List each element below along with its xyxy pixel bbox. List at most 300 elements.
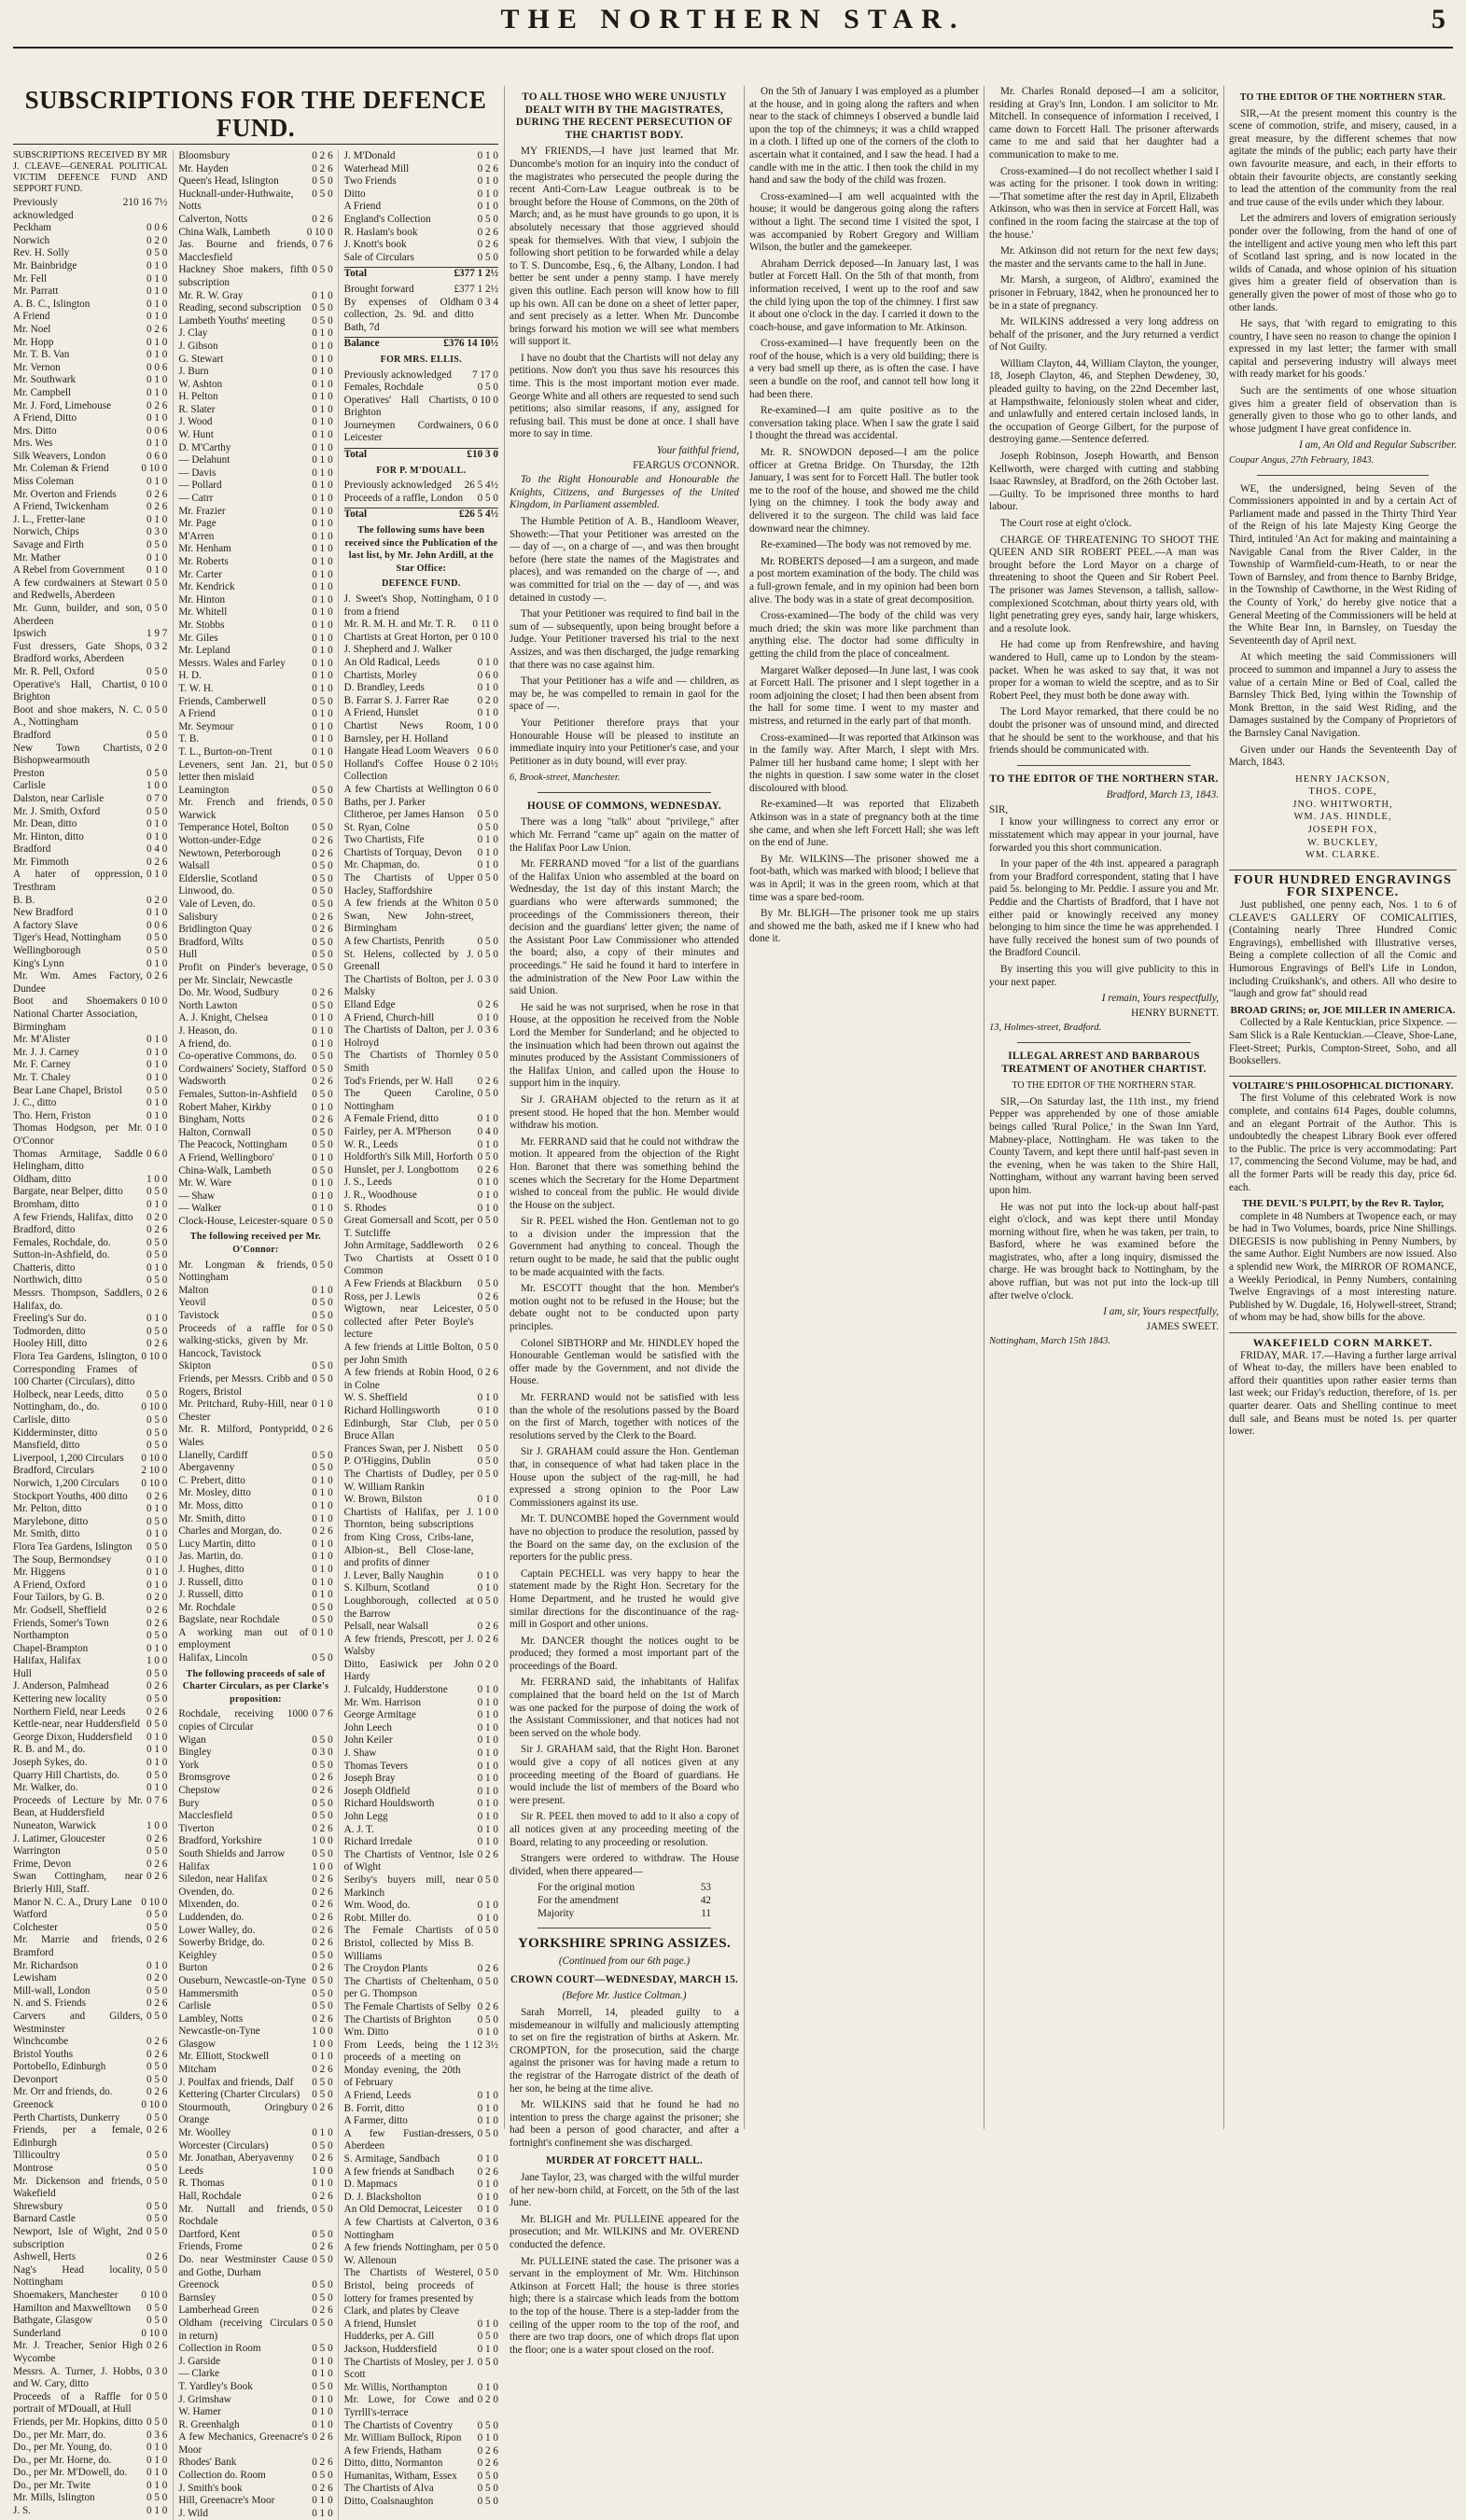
list-item [13,1719,167,1732]
subscriber-name: Tiger's Head, Nottingham [13,932,121,944]
subscriber-name: Shoemakers, Manchester [13,2289,119,2301]
list-item [178,467,332,480]
subscription-amount: 0 10 0 [141,1477,168,1489]
subscription-amount: 0 1 0 [312,466,333,479]
subscriber-name: Bradford [13,729,51,741]
list-item [344,1595,498,1621]
subscriber-name: Flora Tea Gardens, Islington [13,1540,133,1552]
subscription-amount: 1 0 0 [477,719,498,731]
subscriber-name: Bridlington Quay [178,924,252,936]
subscription-amount: 0 5 0 [146,1667,168,1679]
list-heading: The following received per Mr. O'Connor: [189,1232,322,1256]
subscriber-name: — Walker [178,1203,222,1215]
subscription-amount: 0 5 0 [312,1601,333,1613]
list-item [13,1859,167,1872]
subscriber-name: Newcastle-on-Tyne [178,2026,260,2038]
list-item [13,2366,167,2391]
subscriber-name: Salisbury [178,911,218,923]
subscriber-name: Total [343,508,368,521]
sub-heading: TO THE EDITOR OF THE NORTHERN STAR. [1012,1080,1196,1092]
subscription-amount: 0 2 6 [477,2000,498,2012]
subscriber-name: Mr. Mosley, ditto [178,1487,251,1499]
subscriber-name: Ditto, ditto, Normanton [343,2457,443,2470]
subscription-amount: 1 0 0 [146,780,168,792]
subscription-amount: 0 10 0 [141,2327,168,2339]
list-item [344,1469,498,1494]
subscriber-name: Bromsgrove [178,1772,230,1784]
ad-title: FOUR HUNDRED ENGRAVINGS FOR SIXPENCE. [1234,872,1452,900]
subscription-amount: 0 5 0 [477,1455,498,1468]
subscription-amount: 0 5 0 [312,1847,333,1859]
subscriber-name: Stockport Youths, 400 ditto [13,1490,128,1502]
list-item [178,1500,332,1513]
list-item [13,235,167,248]
subscriber-name: Todmorden, ditto [13,1325,86,1337]
subscriber-name: Mr. J. Treacher, Senior High Wycombe [13,2340,143,2364]
list-item [344,720,498,745]
list-item [178,633,332,646]
list-item [178,239,332,264]
paragraph: That your Petitioner was required to find bail in the sum of — subsequently, upon being brought before a Judge. Your Petitioner traversed his trial to the next Assizes, and was then discharged, the judge remarking that there was no case against him. [510,608,739,671]
subscription-amount: 0 1 0 [312,682,333,694]
list-item [13,425,167,439]
subscriber-name: Sutton-in-Ashfield, do. [13,1249,110,1261]
assizes-column [749,86,979,2131]
subscription-amount: 0 1 0 [312,353,333,365]
list-item [13,1465,167,1478]
subscription-amount: 0 1 0 [312,745,333,758]
subscription-amount: 210 16 7½ [122,197,168,208]
list-item [178,1373,332,1399]
subscriber-name: Joseph Oldfield [343,1785,411,1797]
subscription-amount: 0 5 0 [312,1297,333,1309]
subscription-amount: 0 2 6 [312,1924,333,1936]
subscription-amount: 0 5 0 [146,1388,168,1400]
subscription-amount: 0 1 0 [477,593,498,605]
list-item [13,2340,167,2365]
closing: I remain, Yours respectfully, [1101,993,1219,1005]
subscriber-name: Tho. Hern, Friston [13,1109,91,1121]
illegal-arrest-title: ILLEGAL ARREST AND BARBAROUS TREATMENT OF ANOTHER CHARTIST. [1001,1050,1207,1075]
list-item [178,175,332,188]
subscription-amount: 0 5 0 [312,1164,333,1176]
subscription-amount: 0 1 0 [312,1576,333,1588]
subscriber-name: Halton, Cornwall [178,1126,252,1138]
subscriber-name: Friends, Camberwell [178,695,267,707]
subscription-amount: 26 5 4½ [464,480,498,492]
subscription-amount: 0 5 0 [146,1984,168,1997]
list-item [13,920,167,933]
subscriber-name: — Pollard [178,480,222,492]
subscription-amount: 0 5 0 [312,784,333,796]
list-item [178,506,332,519]
subscription-amount: 0 2 6 [146,856,168,868]
subscription-amount: 0 1 0 [312,1589,333,1601]
subscription-amount: 0 5 0 [477,2331,498,2343]
subscription-amount: 0 2 6 [312,2191,333,2202]
subscriber-name: Skipton [178,1360,212,1372]
subscription-amount: 0 2 6 [312,1525,333,1538]
list-item [344,1734,498,1747]
subscriber-name: T. B. [178,733,200,745]
ad-text: FRIDAY, MAR. 17.—Having a further large arrival of Wheat to-day, the millers have been enabled to afford their quantities upon rather easier terms than last week; our Friday's reduction, therefore, of 1s. per quarter dearer. Oats and Shelling continue to meet dull sale, and Beans must be noted 1s. per quarter lower. [1229,1349,1457,1438]
subscriber-name: Lambley, Notts [178,2012,244,2025]
list-item [178,696,332,709]
list-item [178,987,332,1000]
subscriber-name: Tillicoultry [13,2150,61,2162]
subscription-amount: 0 5 0 [146,1414,168,1426]
list-item [178,885,332,898]
subscription-amount: 0 2 6 [146,2124,168,2137]
subscriber-name: Mr. Smith, ditto [13,1528,80,1540]
subscription-amount: 0 7 6 [312,1708,333,1720]
subscriber-name: Frime, Devon [13,1858,72,1870]
list-item [13,856,167,870]
subscriber-name: Friends, Somer's Town [13,1617,109,1629]
list-item [178,2089,332,2102]
subscription-amount: 0 2 6 [312,835,333,847]
list-item [344,1900,498,1913]
list-item [344,239,498,252]
list-item [344,1709,498,1722]
subscriber-name: Messrs. A. Turner, J. Hobbs, and W. Cary, ditto [13,2365,143,2390]
list-item [178,1089,332,1102]
list-item [13,1262,167,1275]
subscription-amount: 0 1 0 [477,1760,498,1772]
list-item [13,895,167,908]
subscription-amount: 0 2 6 [312,1899,333,1911]
subscription-amount: 0 1 0 [312,340,333,352]
list-item [344,784,498,809]
paragraph: Mr. ROBERTS deposed—I am a surgeon, and made a post mortem examination of the body. The child was a full-grown female, and in my opinion had been born alive. The body was in a state of great decomposition. [749,555,979,606]
list-item [13,2163,167,2176]
letter-date: Nottingham, March 15th 1843. [989,1336,1110,1347]
subscription-amount: 0 5 0 [312,1974,333,1986]
subscription-amount: 0 3 0 [477,973,498,985]
subscriber-name: Kettering (Charter Circulars) [178,2089,300,2101]
subscriber-name: Pelsall, near Walsall [343,1621,429,1633]
list-item [344,2318,498,2332]
commissioner-name: JOSEPH FOX, [1307,825,1378,836]
subscriber-name: A few Fustian-dressers, Aberdeen [343,2127,474,2152]
subscription-amount: 0 2 6 [312,2101,333,2113]
list-item [13,1237,167,1250]
subscriber-name: Stourmouth, Oringbury Orange [178,2101,309,2126]
subscriber-name: A few Chartists at Calverton, Nottingham [343,2217,474,2241]
list-item [178,733,332,746]
subscription-amount: 0 1 0 [312,1177,333,1190]
division-value: 53 [700,1882,711,1894]
list-item [344,872,498,898]
list-item [13,2455,167,2468]
list-total [344,337,498,351]
subscription-amount: 0 1 0 [146,907,168,919]
subscriber-name: Wotton-under-Edge [178,835,261,847]
subscriber-name: A Friend [178,708,216,720]
list-item [13,1871,167,1896]
subscriber-name: Do., per Mr. Marr, do. [13,2429,106,2441]
subscription-amount: 0 5 0 [146,2390,168,2402]
subscriber-name: J. S. [13,2505,31,2517]
subscriber-name: — Catrr [178,493,214,505]
list-item [344,1582,498,1595]
division-label: For the original motion [538,1882,635,1894]
list-item [13,260,167,273]
subscription-amount: 0 1 0 [312,556,333,567]
subscriber-name: Richard Houldsworth [343,1798,435,1810]
list-item [178,785,332,798]
subscription-amount: 0 5 0 [312,314,333,327]
subscription-amount: 0 2 6 [477,1963,498,1975]
subscriber-name: Reading, second subscription [178,302,301,314]
subscription-amount: 0 5 0 [146,2073,168,2085]
list-item [13,1998,167,2011]
list-item [344,1773,498,1786]
victims-letter-column [510,86,739,2356]
list-item [178,2102,332,2127]
list-item [344,1278,498,1291]
list-item [178,1652,332,1665]
list-item [178,1285,332,1298]
subscription-amount: 0 1 0 [477,2026,498,2039]
subscription-amount: 0 2 6 [477,2165,498,2178]
subscriber-name: J. Sweet's Shop, Nottingham, from a friend [343,593,474,618]
assizes-body-continued [749,86,979,946]
subscription-amount: 0 0 6 [146,425,168,437]
paragraph: Strangers were ordered to withdraw. The House divided, when there appeared— [510,1853,739,1877]
subscription-amount: 0 2 6 [312,2482,333,2494]
list-item [178,1602,332,1615]
list-item [13,451,167,464]
list-item [13,1580,167,1593]
paragraph: The Court rose at eight o'clock. [1000,518,1132,529]
subscriber-name: Bradford, Wilts [178,936,244,948]
list-item [13,1516,167,1529]
subscription-amount: 0 2 0 [146,1211,168,1223]
sub-heading: MURDER AT FORCETT HALL. [546,2155,703,2167]
list-item [178,1127,332,1140]
list-item [13,1427,167,1441]
paragraph: SIR,—At the present moment this country is the scene of commotion, strife, and misery, caused, in a great measure, by the different schemes that now agitate the minds of the public; each party have their own favourite measure, and each, in their efforts to obtain their favourite objects, are constantly seeking to lead the attention of the community from the real and true cause of the evils under which they labour. [1229,107,1457,208]
subscription-amount: 0 5 0 [146,1186,168,1198]
subscription-amount: 0 1 0 [477,1494,498,1506]
list-item [344,1253,498,1278]
subscriber-name: Macclesfield [178,1810,233,1822]
subscription-amount: 0 1 0 [312,1024,333,1037]
subscriber-name: Mr. Stobbs [178,619,225,631]
list-item [13,273,167,286]
subscription-amount: 0 2 6 [146,1338,168,1350]
subscription-amount: 0 2 6 [312,2304,333,2317]
list-item [344,1634,498,1659]
subscriber-name: J. M'Donald [343,150,396,161]
subscriber-name: Mr. Hopp [13,336,54,348]
subscriber-name: Collection do. Room [178,2470,266,2482]
subscription-amount: 0 6 0 [477,783,498,795]
subscriber-name: Loughborough, collected at the Barrow [343,1594,474,1620]
list-item [13,2303,167,2316]
subscriber-name: Mrs. Wes [13,438,53,450]
ad-title: VOLTAIRE'S PHILOSOPHICAL DICTIONARY. [1232,1079,1454,1092]
subscription-amount: 0 5 0 [312,898,333,911]
paragraph: Abraham Derrick deposed—In January last, I was butler at Forcett Hall. On the 5th of that month, from information received, I went up to the roof and saw the child lying upon the top of the chimney. I first saw it about one o'clock in the day. I carried it down to the coach-house, and gave information to Mr. Atkinson. [749,258,979,333]
subscriber-name: Halifax, Halifax [13,1655,81,1667]
list-item [178,454,332,467]
subscriber-name: Ipswich [13,628,47,640]
subscriber-name: Frances Swan, per J. Nisbett [343,1442,464,1455]
list-item [344,1203,498,1216]
subscription-amount: 0 2 6 [146,1706,168,1718]
subscription-amount: 0 2 6 [312,1114,333,1126]
subscription-amount: 0 1 0 [312,2418,333,2430]
list-item [178,2406,332,2419]
paragraph: Re-examined—I am quite positive as to the conversation taking place. When I saw the grate I said I thought the thread was accidental. [749,405,979,442]
subscriber-name: Hull [13,1667,32,1679]
list-item [178,531,332,544]
list-item [13,1110,167,1123]
list-item [13,2328,167,2341]
subscriber-name: S. Armitage, Sandbach [343,2153,440,2165]
subscription-amount: 0 5 0 [477,821,498,833]
subscription-amount: 0 5 0 [312,2317,333,2329]
list-item [178,518,332,531]
list-item [13,1820,167,1833]
list-item [13,387,167,400]
list-item [13,831,167,844]
subscription-amount: 0 5 0 [477,2483,498,2495]
list-item [344,1925,498,1963]
subscription-amount: 0 2 6 [312,1962,333,1974]
subscriber-name: Operatives' Hall Chartists, Brighton [343,394,469,419]
subscription-amount: 0 5 0 [312,1652,333,1664]
subscriber-name: W. S. Sheffield [343,1392,408,1404]
subscriber-name: Rev. H. Solly [13,247,70,259]
signature-pre: Your faithful friend, [656,445,739,457]
subscriber-name: Mr. F. Carney [13,1059,71,1071]
list-item [13,2011,167,2036]
subscription-amount: 0 2 6 [312,987,333,999]
list-item [344,188,498,202]
paragraph: Sir J. GRAHAM objected to the return as it at present stood. He hoped that the hon. Member would withdraw his motion. [510,1093,739,1132]
list-item [344,1849,498,1874]
list-item [13,628,167,641]
paragraph: Sir R. PEEL wished the Hon. Gentleman not to go to a division under the impression that the Government had anything to conceal. Though the return ought to be made, he said that the public ought to be made acquainted with the facts. [510,1216,739,1278]
subscriber-name: Preston [13,767,45,779]
list-item [13,564,167,578]
subscription-amount: 0 5 0 [312,2380,333,2392]
list-item [13,806,167,819]
subscriber-name: Mr. Kendrick [178,581,235,593]
list-item [178,2127,332,2140]
subscription-amount: 0 1 0 [477,1823,498,1835]
list-item [178,898,332,912]
address: 6, Brook-street, Manchester. [510,773,621,784]
subscriber-name: Friends, per a female, Edinburgh [13,2124,143,2149]
list-item [13,1313,167,1326]
subscriber-name: Montrose [13,2163,53,2175]
list-item [178,759,332,785]
subscription-amount: 0 1 0 [146,551,168,564]
subscription-amount: 0 2 0 [477,2394,498,2406]
subscriber-name: Fust dressers, Gate Shops, Bradford works, Aberdeen [13,640,143,665]
subscriber-name: A few Chartists at Wellington Baths, per J. Parker [343,783,474,808]
list-item [178,1551,332,1564]
subscriber-name: Hackney Shoe makers, fifth subscription [178,264,309,288]
list-item [178,2026,332,2039]
list-item [344,2090,498,2103]
subscription-amount: 0 5 0 [146,603,168,614]
subscriber-name: A friend, do. [178,1037,231,1050]
subscription-amount: 0 2 6 [146,323,168,335]
list-item [178,1627,332,1652]
commissioner-name: JNO. WHITWORTH, [1292,799,1393,810]
list-item [178,835,332,848]
list-item [178,2470,332,2483]
divider [1017,1042,1191,1043]
subscriber-name: Peckham [13,222,52,234]
subscriber-name: Halifax, Lincoln [178,1652,248,1664]
subscription-amount: 0 5 0 [477,2242,498,2254]
list-item [344,1392,498,1405]
list-item [13,1085,167,1098]
subscriber-name: — Davis [178,466,216,479]
subscription-amount: 0 1 0 [146,1071,168,1083]
subscription-amount: 0 1 0 [312,391,333,403]
subscriber-name: Mr. Southwark [13,374,77,386]
subscription-amount: 0 1 0 [312,657,333,669]
subscriber-name: Tiverton [178,1822,215,1834]
subscription-amount: 0 1 0 [146,513,168,525]
subscription-amount: 0 2 6 [477,2444,498,2457]
subscription-amount: 0 1 0 [146,438,168,450]
subscription-amount: 0 5 0 [146,1693,168,1706]
subscriber-name: A. J. T. [343,1823,374,1835]
subscriber-name: Lewisham [13,1972,57,1984]
subscription-amount: 0 5 0 [312,1733,333,1746]
subscription-amount: 0 1 0 [477,1747,498,1760]
subscription-amount: 0 5 0 [477,2356,498,2368]
list-item [178,2356,332,2369]
list-item [178,708,332,721]
list-item [344,1494,498,1507]
subscription-amount: 0 1 0 [312,378,333,390]
list-item [344,1913,498,1926]
subscriber-name: Lamberhead Green [178,2304,259,2317]
subscriber-name: Proceeds of a raffle for walking-sticks, given by Mr. Hancock, Tavistock [178,1322,309,1359]
subscriber-name: The Croydon Plants [343,1963,428,1975]
subscription-amount: 0 1 0 [477,1785,498,1797]
subscription-amount: 0 1 0 [312,1538,333,1550]
list-item [178,1165,332,1178]
list-item [344,284,498,297]
list-item [344,2445,498,2458]
subscription-amount: 0 1 0 [312,1551,333,1563]
subscriber-name: J. C., ditto [13,1097,57,1109]
subscriber-name: Mr. Campbell [13,386,72,398]
list-item [13,970,167,995]
subscriber-name: Hucknall-under-Huthwaite, Notts [178,188,294,213]
subscriber-name: Chepstow [178,1785,221,1796]
list-item [344,2179,498,2192]
subscription-amount: 0 2 6 [477,1290,498,1302]
paragraph: Sir J. GRAHAM said, that the Right Hon. Baronet would give a copy of all notices given at any proceeding meeting of the Board of guardians. He would include the list of members of the Board who were present. [510,1744,739,1806]
subscriber-name: Wm. Ditto [343,2026,389,2039]
subscription-amount: 0 5 0 [312,999,333,1011]
assizes-title: YORKSHIRE SPRING ASSIZES. [518,1936,731,1952]
subscriber-name: Mr. Hinton [178,593,226,606]
subscriber-name: Mitcham [178,2064,216,2076]
subscription-amount: 0 1 0 [146,1198,168,1210]
